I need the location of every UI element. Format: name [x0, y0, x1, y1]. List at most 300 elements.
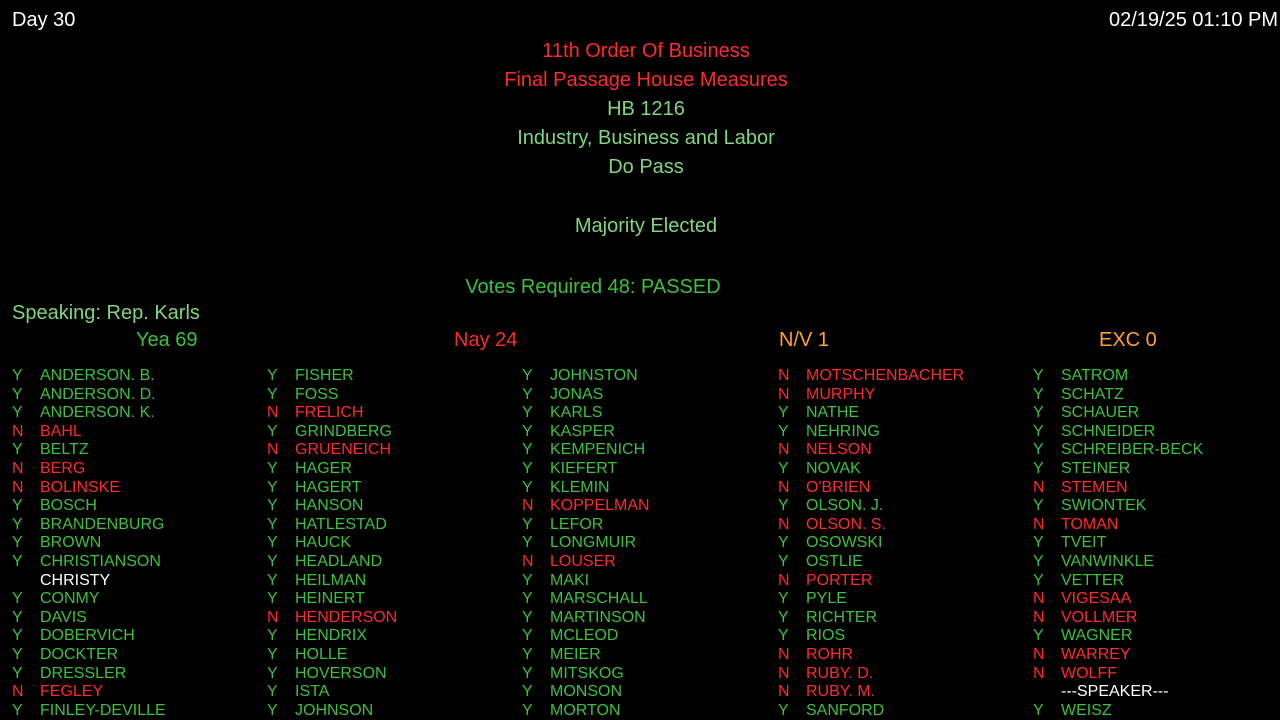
legislator-row	[1033, 665, 1280, 684]
legislator-name: LOUSER	[550, 552, 616, 570]
legislator-name: JONAS	[550, 385, 604, 403]
legislator-row	[778, 665, 1028, 684]
legislator-name: SCHNEIDER	[1061, 422, 1156, 440]
legislator-name: HEADLAND	[295, 552, 383, 570]
legislator-name: RUBY. M.	[806, 683, 876, 701]
legislator-name: KIEFERT	[550, 459, 618, 477]
vote-code: N	[778, 645, 790, 663]
legislator-row	[522, 646, 772, 665]
legislator-row	[267, 423, 517, 442]
nv-tally: N/V 1	[779, 329, 830, 351]
vote-code: Y	[1033, 367, 1044, 384]
vote-code: Y	[12, 627, 23, 645]
datetime-label: 02/19/25 01:10 PM	[1108, 9, 1278, 31]
vote-code: N	[778, 385, 790, 403]
legislator-name: GRUENEICH	[295, 441, 392, 459]
vote-column	[522, 367, 772, 720]
legislator-name: TOMAN	[1061, 515, 1119, 533]
legislator-row	[267, 609, 517, 628]
legislator-row	[1033, 460, 1280, 479]
vote-code: Y	[267, 683, 278, 701]
legislator-name: SCHREIBER-BECK	[1061, 441, 1204, 459]
vote-code: Y	[778, 534, 789, 552]
vote-code: Y	[267, 459, 278, 477]
vote-code: Y	[1033, 701, 1044, 719]
legislator-row	[778, 404, 1028, 423]
legislator-name: HAGER	[295, 459, 352, 477]
votes-required: Votes Required 48:	[465, 276, 636, 298]
vote-code: Y	[1033, 552, 1044, 570]
legislator-row	[12, 590, 262, 609]
legislator-row	[12, 386, 262, 405]
legislator-name: PYLE	[806, 590, 847, 608]
legislator-row	[778, 702, 1028, 720]
legislator-name: ANDERSON. D.	[40, 385, 156, 403]
legislator-row	[267, 702, 517, 720]
legislator-name: MOTSCHENBACHER	[806, 367, 965, 384]
legislator-row	[778, 441, 1028, 460]
legislator-name: MORTON	[550, 701, 621, 719]
legislator-row	[1033, 516, 1280, 535]
vote-code: N	[12, 459, 24, 477]
legislator-name: OLSON. S.	[806, 515, 887, 533]
legislator-row	[267, 683, 517, 702]
legislator-name: OLSON. J.	[806, 497, 884, 515]
legislator-row	[522, 553, 772, 572]
legislator-row	[1033, 553, 1280, 572]
vote-code: Y	[267, 590, 278, 608]
vote-code: Y	[12, 664, 23, 682]
legislator-row	[1033, 572, 1280, 591]
legislator-name: CHRISTIANSON	[40, 552, 161, 570]
vote-code: Y	[267, 627, 278, 645]
speaking-label: Speaking: Rep. Karls	[12, 302, 200, 324]
legislator-row	[1033, 683, 1280, 702]
recommendation: Do Pass	[608, 156, 684, 178]
vote-code: Y	[778, 497, 789, 515]
legislator-row	[1033, 441, 1280, 460]
legislator-name: RICHTER	[806, 608, 878, 626]
bill-number: HB 1216	[607, 98, 685, 120]
legislator-row	[778, 646, 1028, 665]
legislator-name: BOSCH	[40, 497, 97, 515]
legislator-name: MONSON	[550, 683, 622, 701]
legislator-name: GRINDBERG	[295, 422, 392, 440]
vote-code: N	[1033, 645, 1045, 663]
legislator-row	[1033, 367, 1280, 386]
legislator-name: FEGLEY	[40, 683, 104, 701]
legislator-name: HAUCK	[295, 534, 352, 552]
legislator-row	[522, 479, 772, 498]
legislator-name: KLEMIN	[550, 478, 610, 496]
legislator-row	[778, 590, 1028, 609]
legislator-name: DRESSLER	[40, 664, 127, 682]
legislator-row	[778, 423, 1028, 442]
vote-code: Y	[778, 701, 789, 719]
legislator-name: O'BRIEN	[806, 478, 871, 496]
legislator-name: FOSS	[295, 385, 339, 403]
legislator-row	[267, 386, 517, 405]
legislator-row	[778, 627, 1028, 646]
legislator-row	[522, 516, 772, 535]
vote-code: Y	[267, 422, 278, 440]
vote-code: Y	[1033, 441, 1044, 459]
legislator-row	[522, 572, 772, 591]
exc-tally: EXC 0	[1099, 329, 1157, 351]
nay-tally: Nay 24	[454, 329, 518, 351]
vote-code: N	[267, 404, 279, 422]
vote-code: Y	[267, 515, 278, 533]
legislator-row	[1033, 386, 1280, 405]
legislator-name: DOCKTER	[40, 645, 119, 663]
legislator-name: HENDRIX	[295, 627, 368, 645]
legislator-name: RIOS	[806, 627, 846, 645]
vote-code: Y	[1033, 422, 1044, 440]
legislator-row	[778, 683, 1028, 702]
legislator-row	[267, 404, 517, 423]
votes-required-line	[0, 276, 1186, 299]
vote-code: N	[12, 422, 24, 440]
legislator-row	[12, 534, 262, 553]
legislator-name: HANSON	[295, 497, 364, 515]
legislator-row	[267, 590, 517, 609]
vote-code: Y	[778, 627, 789, 645]
legislator-row	[12, 497, 262, 516]
legislator-row	[522, 627, 772, 646]
legislator-name: ANDERSON. K.	[40, 404, 155, 422]
vote-code: N	[778, 571, 790, 589]
legislator-row	[1033, 627, 1280, 646]
vote-code: N	[1033, 590, 1045, 608]
legislator-row	[12, 702, 262, 720]
legislator-name: BRANDENBURG	[40, 515, 165, 533]
legislator-name: WOLFF	[1061, 664, 1117, 682]
legislator-row	[267, 553, 517, 572]
vote-code: Y	[12, 534, 23, 552]
vote-code: Y	[522, 590, 533, 608]
legislator-name: PORTER	[806, 571, 873, 589]
legislator-name: CHRISTY	[40, 571, 111, 589]
legislator-row	[778, 516, 1028, 535]
vote-code: Y	[267, 534, 278, 552]
vote-code: Y	[522, 385, 533, 403]
legislator-name: WARREY	[1061, 645, 1131, 663]
legislator-row	[1033, 497, 1280, 516]
legislator-row	[522, 683, 772, 702]
legislator-name: FISHER	[295, 367, 354, 384]
legislator-name: SCHATZ	[1061, 385, 1124, 403]
legislator-name: HATLESTAD	[295, 515, 387, 533]
vote-code: Y	[522, 367, 533, 384]
legislator-name: HEILMAN	[295, 571, 367, 589]
vote-code: Y	[522, 534, 533, 552]
legislator-row	[522, 497, 772, 516]
legislator-name: MITSKOG	[550, 664, 624, 682]
vote-code: N	[522, 552, 534, 570]
legislator-row	[778, 386, 1028, 405]
legislator-name: ROHR	[806, 645, 854, 663]
vote-code: Y	[267, 552, 278, 570]
legislator-name: MAKI	[550, 571, 590, 589]
legislator-name: RUBY. D.	[806, 664, 874, 682]
vote-code: Y	[267, 571, 278, 589]
legislator-name: NATHE	[806, 404, 860, 422]
vote-code: Y	[12, 515, 23, 533]
legislator-row	[522, 534, 772, 553]
election-type: Majority Elected	[574, 215, 718, 237]
vote-code: Y	[267, 497, 278, 515]
legislator-name: BROWN	[40, 534, 102, 552]
vote-code: N	[267, 441, 279, 459]
legislator-name: HEINERT	[295, 590, 365, 608]
vote-code: Y	[522, 645, 533, 663]
legislator-row	[778, 460, 1028, 479]
vote-code: Y	[522, 627, 533, 645]
legislator-name: MURPHY	[806, 385, 876, 403]
legislator-row	[1033, 423, 1280, 442]
vote-code: N	[12, 478, 24, 496]
vote-code: N	[778, 664, 790, 682]
legislator-row	[522, 590, 772, 609]
legislator-name: KOPPELMAN	[550, 497, 650, 515]
legislator-name: BAHL	[40, 422, 82, 440]
legislator-row	[12, 683, 262, 702]
legislator-name: OSTLIE	[806, 552, 863, 570]
legislator-name: HAGERT	[295, 478, 362, 496]
legislator-row	[12, 516, 262, 535]
legislator-row	[12, 646, 262, 665]
vote-code: Y	[778, 590, 789, 608]
legislator-name: BELTZ	[40, 441, 89, 459]
vote-code: N	[12, 683, 24, 701]
legislator-name: TVEIT	[1061, 534, 1107, 552]
vote-code: N	[778, 683, 790, 701]
legislator-name: MARTINSON	[550, 608, 646, 626]
legislator-name: MEIER	[550, 645, 601, 663]
vote-code: Y	[12, 385, 23, 403]
vote-code: Y	[267, 645, 278, 663]
vote-code: Y	[267, 664, 278, 682]
legislator-name: HOVERSON	[295, 664, 387, 682]
legislator-row	[267, 572, 517, 591]
vote-code: N	[267, 608, 279, 626]
legislator-name: NELSON	[806, 441, 872, 459]
legislator-row	[12, 367, 262, 386]
legislator-row	[778, 609, 1028, 628]
vote-column	[1033, 367, 1280, 720]
legislator-row	[778, 534, 1028, 553]
vote-code: Y	[522, 701, 533, 719]
vote-code: N	[1033, 515, 1045, 533]
legislator-name: FINLEY-DEVILLE	[40, 701, 166, 719]
vote-code: Y	[522, 459, 533, 477]
measures-title: Final Passage House Measures	[504, 69, 788, 91]
vote-code: Y	[522, 404, 533, 422]
legislator-name: WAGNER	[1061, 627, 1133, 645]
legislator-row	[12, 627, 262, 646]
vote-code: Y	[522, 664, 533, 682]
legislator-name: SANFORD	[806, 701, 885, 719]
legislator-name: VANWINKLE	[1061, 552, 1155, 570]
legislator-name: VETTER	[1061, 571, 1125, 589]
legislator-row	[1033, 479, 1280, 498]
vote-code: Y	[522, 441, 533, 459]
legislator-name: KEMPENICH	[550, 441, 646, 459]
legislator-row	[267, 460, 517, 479]
legislator-row	[1033, 702, 1280, 720]
legislator-row	[267, 665, 517, 684]
legislator-row	[267, 534, 517, 553]
legislator-row	[522, 367, 772, 386]
vote-code: Y	[12, 701, 23, 719]
vote-code: Y	[1033, 497, 1044, 515]
legislator-row	[267, 627, 517, 646]
order-of-business: 11th Order Of Business	[542, 40, 750, 62]
vote-code: N	[1033, 478, 1045, 496]
vote-code: Y	[1033, 385, 1044, 403]
legislator-name: BERG	[40, 459, 86, 477]
legislator-row	[1033, 609, 1280, 628]
legislator-row	[12, 404, 262, 423]
legislator-row	[778, 553, 1028, 572]
vote-code: Y	[778, 459, 789, 477]
vote-code: Y	[12, 441, 23, 459]
legislator-row	[1033, 534, 1280, 553]
legislator-name: HENDERSON	[295, 608, 398, 626]
vote-code: Y	[778, 404, 789, 422]
legislator-name: VOLLMER	[1061, 608, 1138, 626]
legislator-name: LONGMUIR	[550, 534, 637, 552]
legislator-name: HOLLE	[295, 645, 348, 663]
legislator-row	[12, 553, 262, 572]
vote-code: Y	[778, 552, 789, 570]
vote-code: Y	[1033, 404, 1044, 422]
legislator-row	[778, 572, 1028, 591]
legislator-row	[778, 367, 1028, 386]
legislator-row	[522, 386, 772, 405]
vote-code: Y	[12, 645, 23, 663]
legislator-name: MCLEOD	[550, 627, 619, 645]
legislator-name: WEISZ	[1061, 701, 1112, 719]
legislator-name: KARLS	[550, 404, 603, 422]
legislator-row	[12, 460, 262, 479]
legislator-name: SWIONTEK	[1061, 497, 1147, 515]
legislator-name: SATROM	[1061, 367, 1129, 384]
vote-code: N	[778, 478, 790, 496]
legislator-row	[522, 609, 772, 628]
legislator-row	[12, 441, 262, 460]
vote-code: Y	[12, 590, 23, 608]
legislator-row	[778, 497, 1028, 516]
legislator-name: STEINER	[1061, 459, 1131, 477]
vote-code: N	[778, 441, 790, 459]
vote-code: N	[778, 515, 790, 533]
vote-column	[778, 367, 1028, 720]
vote-code: Y	[267, 385, 278, 403]
legislator-row	[12, 665, 262, 684]
result-status: PASSED	[641, 276, 721, 298]
committee-name: Industry, Business and Labor	[517, 127, 775, 149]
legislator-name: BOLINSKE	[40, 478, 121, 496]
vote-code: Y	[267, 478, 278, 496]
legislator-row	[12, 572, 262, 591]
legislator-name: JOHNSTON	[550, 367, 638, 384]
legislator-name: KASPER	[550, 422, 615, 440]
legislator-name: NOVAK	[806, 459, 861, 477]
yea-tally: Yea 69	[136, 329, 198, 351]
vote-code: Y	[12, 497, 23, 515]
legislator-row	[522, 423, 772, 442]
legislator-name: ISTA	[295, 683, 330, 701]
legislator-row	[1033, 590, 1280, 609]
vote-code: Y	[12, 552, 23, 570]
vote-code: Y	[1033, 534, 1044, 552]
vote-code: Y	[522, 608, 533, 626]
vote-code: Y	[267, 367, 278, 384]
vote-code: N	[778, 367, 790, 384]
vote-code: Y	[522, 683, 533, 701]
legislator-row	[267, 367, 517, 386]
vote-code: Y	[522, 422, 533, 440]
legislator-name: OSOWSKI	[806, 534, 883, 552]
vote-column	[267, 367, 517, 720]
vote-code: Y	[1033, 459, 1044, 477]
legislator-row	[267, 516, 517, 535]
legislator-row	[522, 441, 772, 460]
legislator-row	[12, 423, 262, 442]
legislator-row	[267, 646, 517, 665]
legislator-row	[778, 479, 1028, 498]
legislator-row	[522, 665, 772, 684]
legislator-row	[522, 460, 772, 479]
legislator-name: FRELICH	[295, 404, 364, 422]
vote-code: N	[1033, 664, 1045, 682]
legislator-row	[12, 479, 262, 498]
vote-code: Y	[778, 422, 789, 440]
vote-code: Y	[1033, 627, 1044, 645]
day-label: Day 30	[12, 9, 76, 31]
legislator-name: ANDERSON. B.	[40, 367, 155, 384]
vote-column	[12, 367, 262, 720]
legislator-row	[267, 479, 517, 498]
legislator-row	[522, 404, 772, 423]
legislator-row	[12, 609, 262, 628]
legislator-row	[267, 441, 517, 460]
vote-code: Y	[267, 701, 278, 719]
legislator-name: VIGESAA	[1061, 590, 1132, 608]
vote-code: Y	[12, 404, 23, 422]
legislator-name: LEFOR	[550, 515, 604, 533]
legislator-name: DAVIS	[40, 608, 87, 626]
legislator-name: DOBERVICH	[40, 627, 135, 645]
vote-code: Y	[522, 571, 533, 589]
vote-code: N	[1033, 608, 1045, 626]
legislator-name: STEMEN	[1061, 478, 1128, 496]
vote-code: Y	[778, 608, 789, 626]
vote-code: Y	[522, 478, 533, 496]
legislator-name: NEHRING	[806, 422, 880, 440]
legislator-name: JOHNSON	[295, 701, 374, 719]
legislator-row	[1033, 646, 1280, 665]
vote-code: N	[522, 497, 534, 515]
legislator-name: SCHAUER	[1061, 404, 1140, 422]
legislator-name: CONMY	[40, 590, 100, 608]
vote-code: Y	[12, 608, 23, 626]
legislator-row	[522, 702, 772, 720]
legislator-row	[267, 497, 517, 516]
vote-code: Y	[1033, 571, 1044, 589]
legislator-name: MARSCHALL	[550, 590, 648, 608]
